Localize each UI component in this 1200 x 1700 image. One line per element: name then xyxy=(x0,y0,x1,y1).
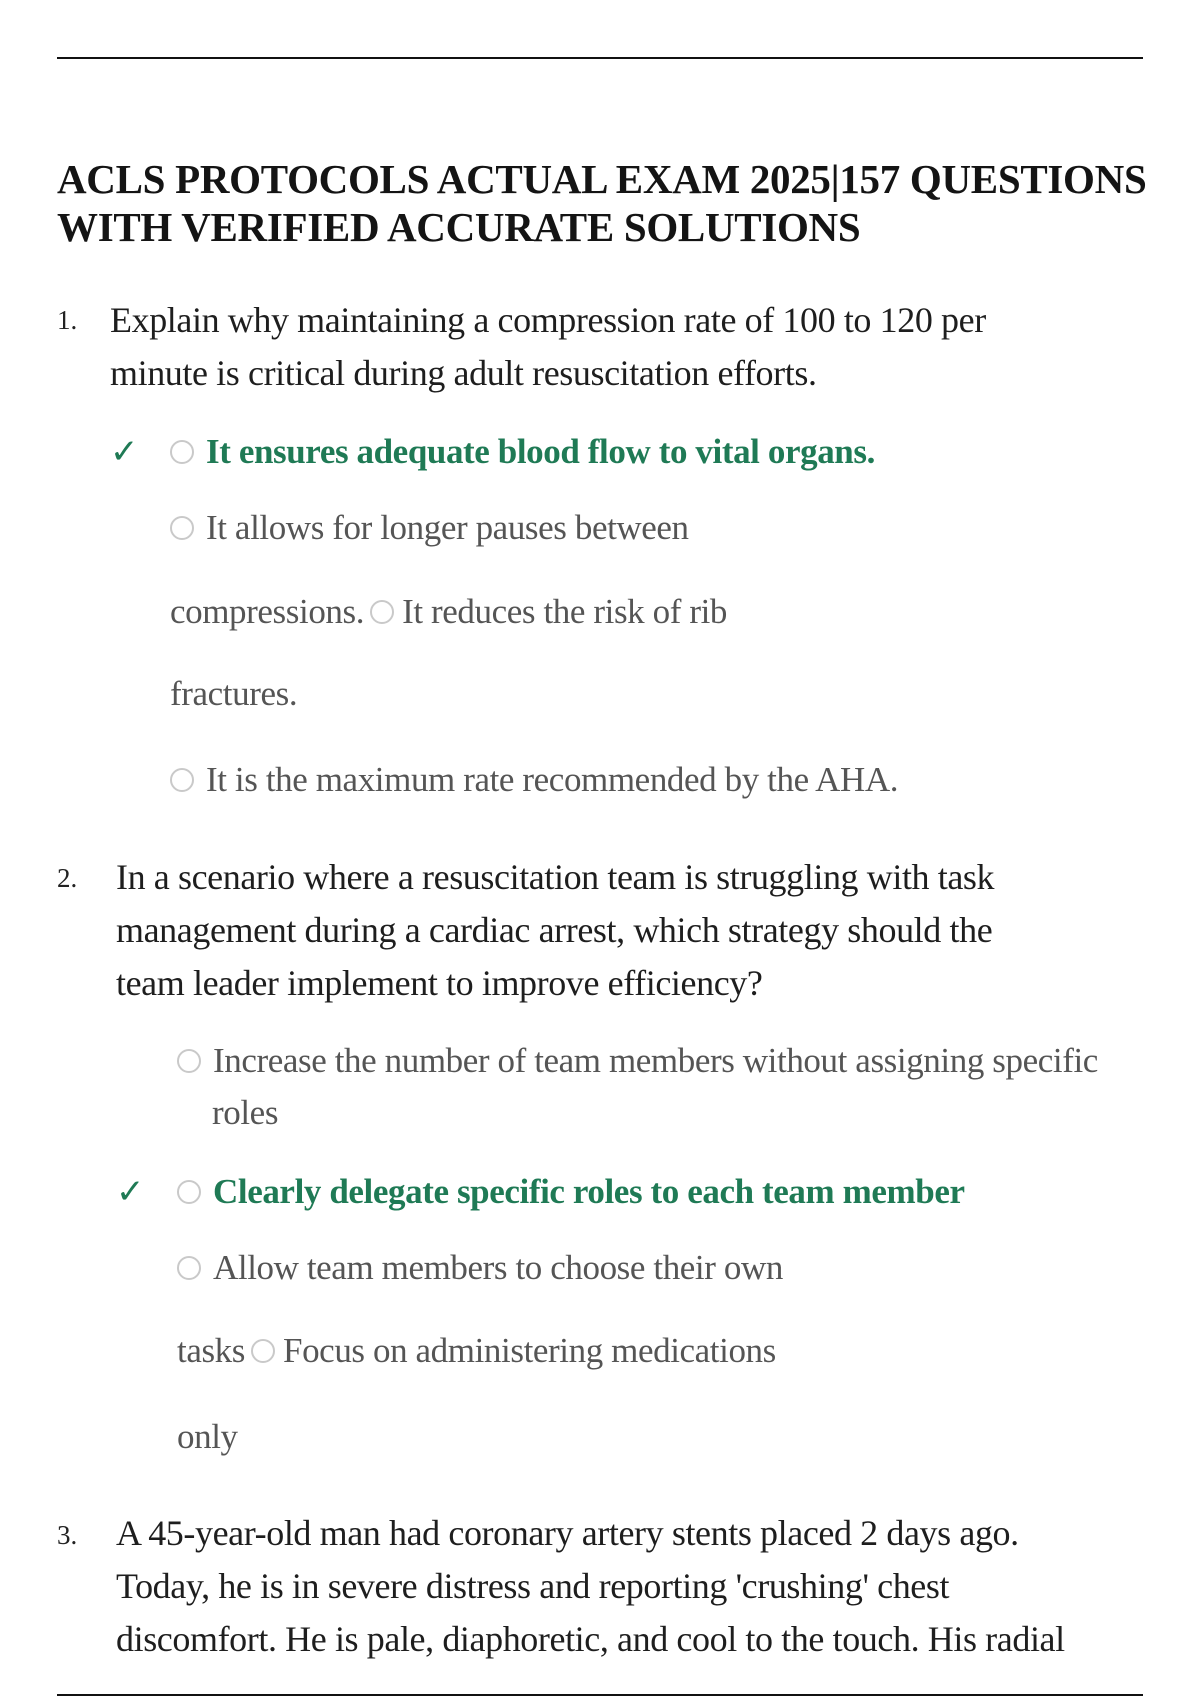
answer-option[interactable]: It is the maximum rate recommended by the AHA. xyxy=(170,760,898,800)
answer-option-correct[interactable]: Clearly delegate specific roles to each team member xyxy=(177,1172,965,1212)
question-number: 3. xyxy=(57,1520,78,1550)
answer-option-continuation: roles xyxy=(212,1093,279,1132)
question-text: Explain why maintaining a compression rate of 100 to 120 per minute is critical during adult resuscitation efforts. xyxy=(110,300,986,393)
question-text: A 45-year-old man had coronary artery stents placed 2 days ago. Today, he is in severe distress and reporting 'crushing' chest discomfort. He is pale, diaphoretic, and cool to the touch. His radial xyxy=(116,1513,1065,1659)
answer-option[interactable]: Allow team members to choose their own xyxy=(177,1248,783,1288)
bottom-rule xyxy=(57,1694,1143,1696)
answer-option-correct[interactable]: It ensures adequate blood flow to vital organs. xyxy=(170,432,875,472)
question-number: 1. xyxy=(57,305,78,335)
check-icon: ✓ xyxy=(110,432,139,472)
radio-circle-icon xyxy=(170,440,194,464)
radio-circle-icon xyxy=(177,1256,201,1280)
radio-circle-icon xyxy=(177,1180,201,1204)
answer-option[interactable]: It allows for longer pauses between xyxy=(170,508,689,548)
radio-circle-icon xyxy=(170,768,194,792)
document-title: ACLS PROTOCOLS ACTUAL EXAM 2025|157 QUESTIONS WITH VERIFIED ACCURATE SOLUTIONS xyxy=(57,156,1147,250)
answer-option-continuation: only xyxy=(177,1417,238,1456)
radio-circle-icon xyxy=(177,1049,201,1073)
radio-circle-icon xyxy=(170,516,194,540)
top-rule xyxy=(57,57,1143,59)
radio-circle-icon xyxy=(370,600,394,624)
question-text: In a scenario where a resuscitation team is struggling with task management during a cardiac arrest, which strategy should the team leader implement to improve efficiency? xyxy=(116,857,995,1003)
answer-option[interactable]: compressions. It reduces the risk of rib xyxy=(170,592,727,631)
answer-option-continuation: fractures. xyxy=(170,674,298,713)
question-number: 2. xyxy=(57,863,78,893)
answer-option[interactable]: tasks Focus on administering medications xyxy=(177,1331,776,1370)
check-icon: ✓ xyxy=(116,1172,145,1212)
answer-option[interactable]: Increase the number of team members without assigning specific xyxy=(177,1041,1098,1081)
radio-circle-icon xyxy=(251,1339,275,1363)
